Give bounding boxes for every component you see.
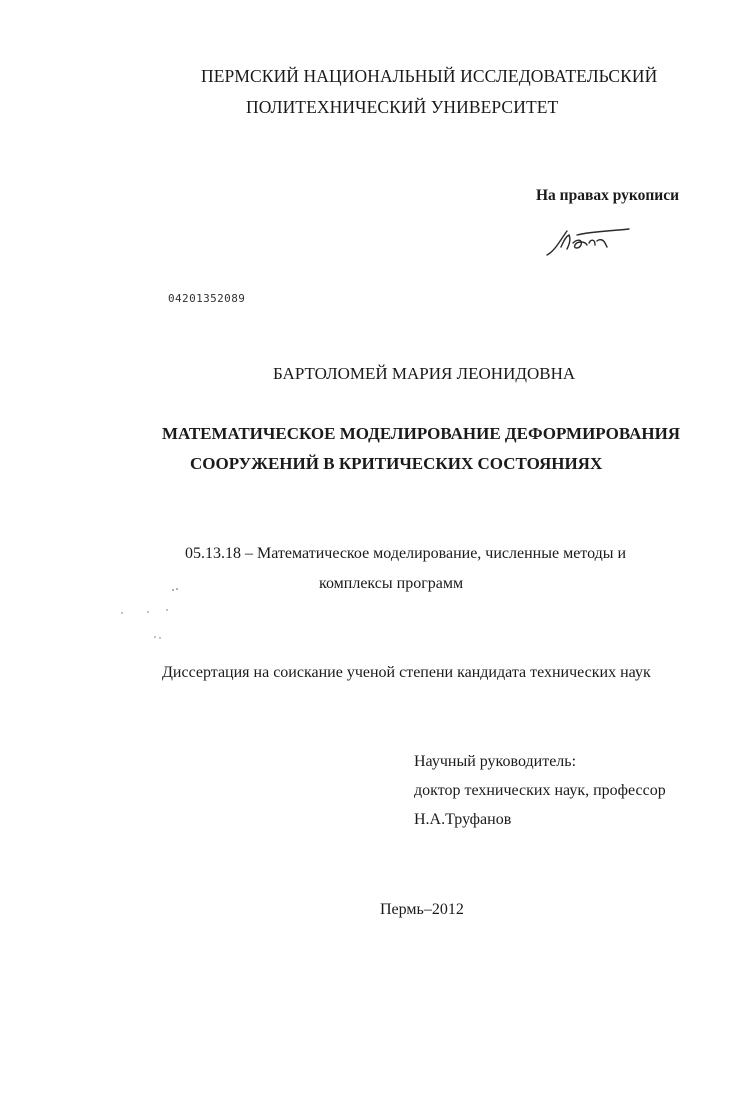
university-name-line2: ПОЛИТЕХНИЧЕСКИЙ УНИВЕРСИТЕТ [246, 97, 559, 117]
supervisor-name: Н.А.Труфанов [414, 811, 512, 828]
degree-statement: Диссертация на соискание ученой степени кандидата технических наук [162, 664, 651, 681]
supervisor-title: доктор технических наук, профессор [414, 782, 666, 799]
university-name-line1: ПЕРМСКИЙ НАЦИОНАЛЬНЫЙ ИССЛЕДОВАТЕЛЬСКИЙ [201, 66, 658, 86]
signature-icon [543, 225, 633, 265]
dissertation-title-line2: СООРУЖЕНИЙ В КРИТИЧЕСКИХ СОСТОЯНИЯХ [190, 454, 603, 473]
dissertation-title-line1: МАТЕМАТИЧЕСКОЕ МОДЕЛИРОВАНИЕ ДЕФОРМИРОВАНИЯ [162, 424, 681, 443]
specialty-line2: комплексы программ [319, 575, 464, 592]
place-year: Пермь–2012 [380, 901, 464, 918]
manuscript-note: На правах рукописи [536, 187, 680, 204]
supervisor-label: Научный руководитель: [414, 753, 577, 770]
author-name: БАРТОЛОМЕЙ МАРИЯ ЛЕОНИДОВНА [273, 364, 576, 383]
catalog-code: 04201352089 [168, 292, 246, 305]
scan-specks [110, 580, 190, 640]
specialty-line1: 05.13.18 – Математическое моделирование, численные методы и [185, 545, 627, 562]
